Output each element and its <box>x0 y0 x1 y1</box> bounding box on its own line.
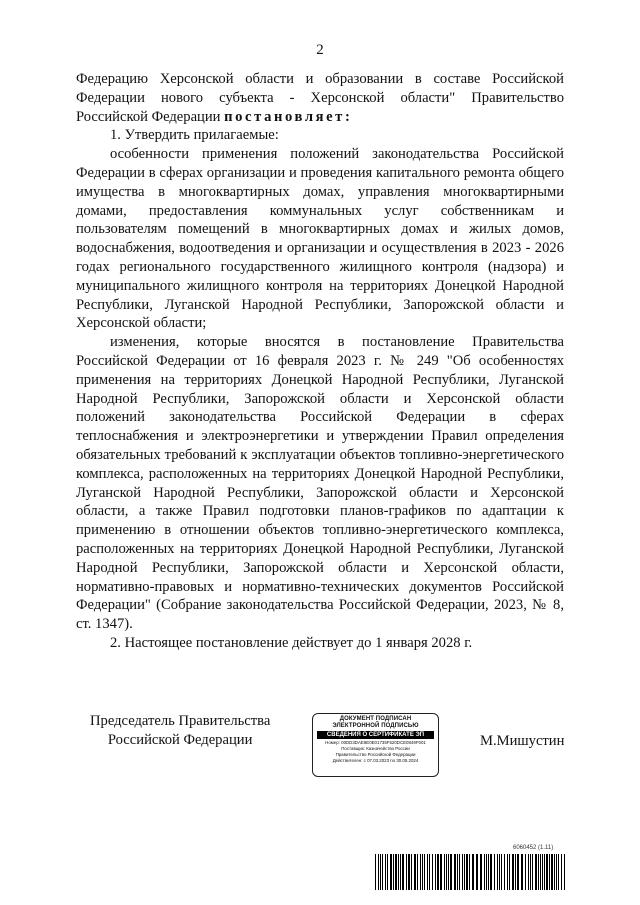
intro-paragraph <box>76 70 564 126</box>
stamp-issuer-line-1: Поставщик: Казначейство России <box>341 746 410 751</box>
stamp-issuer-line-2: Правительство Российской Федерации <box>335 752 416 757</box>
position-line-2: Российской Федерации <box>107 731 253 748</box>
barcode <box>374 854 568 890</box>
amendments-paragraph: изменения, которые вносятся в постановление Правительства Российской Федерации от 16 февраля 2023 г. № 249 "Об особенностях применения на территориях Донецкой Народной Республики, Луганской Народной Республики, Запорожской области и Херсонской области положений законодательства Российской Федерации в сферах теплоснабжения и электроэнергетики и утверждении Правил определения обязательных требований к эксплуатации объектов топливно-энергетического комплекса, расположенных на территориях Донецкой Народной Республики, Луганской Народной Республики, Запорожской области и Херсонской области, а также Правил подготовки планов-графиков по адаптации к применению в отношении объектов топливно-энергетического комплекса, расположенных на территориях Донецкой Народной Республики, Луганской Народной Республики, Запорожской области и Херсонской области, нормативно-правовых и нормативно-технических документов Российской Федерации" (Собрание законодательства Российской Федерации, 2023, № 8, ст. 1347). <box>76 334 564 633</box>
stamp-validity: Действителен: с 07.03.2023 по 30.05.2024 <box>332 758 419 763</box>
electronic-signature-stamp <box>312 713 439 777</box>
intro-text: Федерацию Херсонской области и образовании в составе Российской Федерации нового субъекта - Херсонской области" Правительство Российской Федерации <box>76 71 564 125</box>
item-1-lead: 1. Утвердить прилагаемые: <box>110 127 279 144</box>
decree-word: постановляет: <box>224 108 353 125</box>
stamp-title-line-1: ДОКУМЕНТ ПОДПИСАН <box>339 716 412 722</box>
item-2-paragraph: 2. Настоящее постановление действует до 1 января 2028 г. <box>110 634 473 651</box>
stamp-banner: СВЕДЕНИЯ О СЕРТИФИКАТЕ ЭП <box>317 731 434 739</box>
page-number: 2 <box>316 42 324 58</box>
features-paragraph: особенности применения положений законодательства Российской Федерации в сферах организации и проведения капитального ремонта общего имущества в многоквартирных домах, управления многоквартирными домами, предоставления коммунальных услуг собственникам и пользователям помещений в многоквартирных домах и жилых домов, водоснабжения, водоотведения и организации и осуществления в 2023 - 2026 годах регионального государственного жилищного контроля (надзора) и муниципального жилищного контроля на территориях Донецкой Народной Республики, Луганской Народной Республики, Запорожской области и Херсонской области; <box>76 146 564 332</box>
document-code: 6060452 (1.11) <box>513 845 554 851</box>
signatory-name: М.Мишустин <box>480 733 565 749</box>
document-body <box>76 70 564 653</box>
stamp-serial: Номер: 00DD3DAE8E0E01735F520DCE0849F001 <box>325 740 426 745</box>
signatory-position <box>90 712 270 750</box>
stamp-title-line-2: ЭЛЕКТРОННОЙ ПОДПИСЬЮ <box>332 723 419 729</box>
position-line-1: Председатель Правительства <box>90 713 271 729</box>
